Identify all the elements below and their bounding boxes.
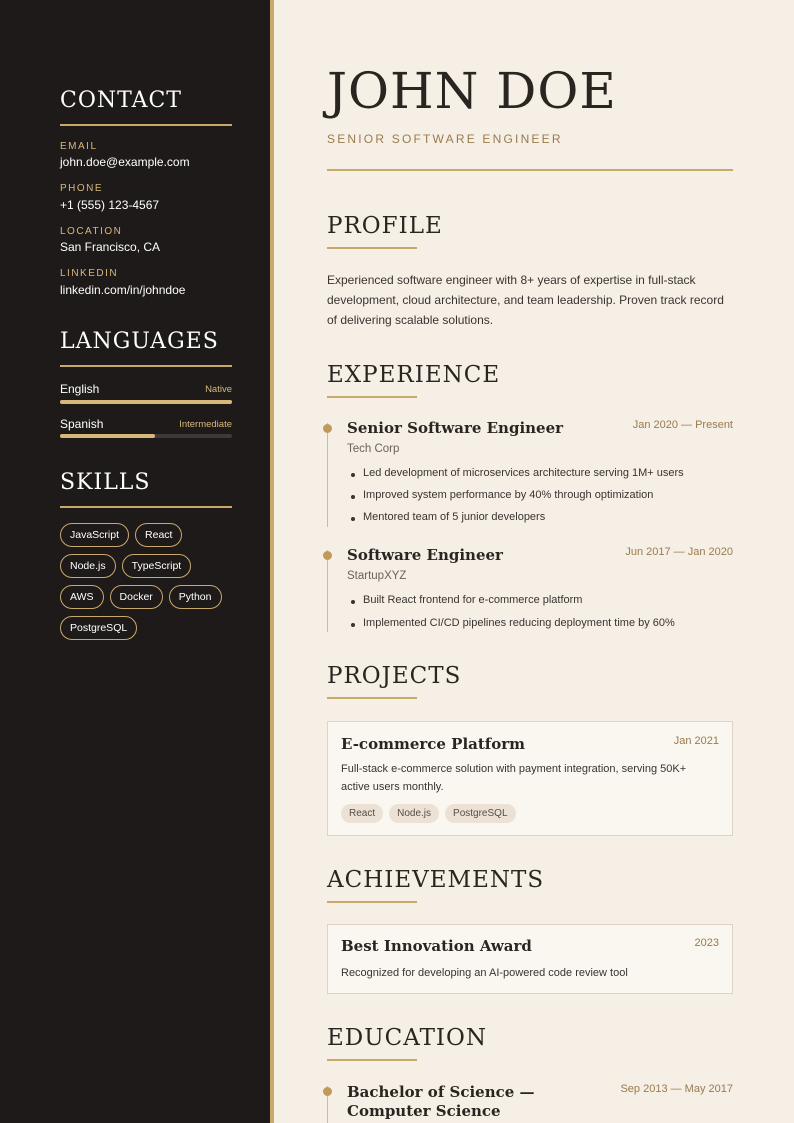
language-bar-english	[60, 400, 232, 404]
location-label: LOCATION	[60, 226, 123, 237]
project-date: Jan 2021	[673, 735, 719, 747]
candidate-title: SENIOR SOFTWARE ENGINEER	[327, 132, 563, 146]
profile-underline	[327, 247, 417, 249]
sidebar-accent-rule	[270, 0, 274, 1123]
profile-text: Experienced software engineer with 8+ years of expertise in full-stack development, cloud architecture, and team leadership. Proven track record of delivering scalable solutions.	[327, 273, 724, 327]
skill-tag: Node.js	[60, 554, 116, 578]
sidebar	[0, 0, 270, 1123]
language-fill-english	[60, 400, 232, 404]
skill-tag: Docker	[110, 585, 163, 609]
achievement-title: Best Innovation Award	[341, 937, 532, 955]
experience-underline	[327, 396, 417, 398]
job-company: StartupXYZ	[347, 570, 407, 582]
profile-heading: PROFILE	[327, 213, 443, 239]
skills-divider	[60, 506, 232, 508]
job-company: Tech Corp	[347, 443, 400, 455]
education-degree: Bachelor of Science — Computer Science	[347, 1083, 535, 1120]
project-title: E-commerce Platform	[341, 735, 526, 753]
skill-tag: AWS	[60, 585, 104, 609]
tech-tag: PostgreSQL	[445, 804, 515, 823]
language-bar-spanish	[60, 434, 232, 438]
languages-heading: LANGUAGES	[60, 329, 219, 354]
timeline-dot	[323, 424, 332, 433]
project-tags	[341, 804, 516, 823]
achievements-heading: ACHIEVEMENTS	[327, 867, 545, 893]
contact-divider	[60, 124, 232, 126]
language-level-english: Native	[205, 384, 232, 395]
email-link[interactable]: john.doe@example.com	[60, 155, 190, 169]
timeline-line	[327, 423, 328, 527]
header-divider	[327, 169, 733, 171]
skills-heading: SKILLS	[60, 470, 151, 495]
skill-tag: React	[135, 523, 182, 547]
language-fill-spanish	[60, 434, 155, 438]
job-dates: Jan 2020 — Present	[632, 419, 733, 431]
project-description: Full-stack e-commerce solution with payment integration, serving 50K+ active users monthly.	[341, 763, 687, 793]
achievement-card	[327, 924, 733, 994]
achievement-year: 2023	[694, 937, 719, 949]
experience-heading: EXPERIENCE	[327, 362, 501, 388]
job-bullet: Improved system performance by 40% through optimization	[363, 489, 654, 501]
languages-divider	[60, 365, 232, 367]
education-heading: EDUCATION	[327, 1025, 487, 1051]
job-title: Senior Software Engineer	[347, 419, 564, 437]
language-name-english: English	[60, 382, 100, 396]
timeline-dot	[323, 551, 332, 560]
skill-tag: TypeScript	[122, 554, 192, 578]
candidate-name: JOHN DOE	[327, 62, 617, 120]
linkedin-link[interactable]: linkedin.com/in/johndoe	[60, 283, 186, 297]
projects-underline	[327, 697, 417, 699]
tech-tag: React	[341, 804, 383, 823]
linkedin-label: LINKEDIN	[60, 268, 119, 279]
education-dates: Sep 2013 — May 2017	[620, 1083, 733, 1095]
job-bullet: Implemented CI/CD pipelines reducing deployment time by 60%	[363, 617, 675, 629]
phone-label: PHONE	[60, 183, 104, 194]
achievements-underline	[327, 901, 417, 903]
projects-heading: PROJECTS	[327, 663, 462, 689]
education-underline	[327, 1059, 417, 1061]
language-level-spanish: Intermediate	[179, 419, 232, 430]
job-bullet: Built React frontend for e-commerce platform	[363, 594, 583, 606]
phone-link[interactable]: +1 (555) 123-4567	[60, 198, 160, 212]
timeline-dot	[323, 1087, 332, 1096]
email-label: EMAIL	[60, 141, 98, 152]
tech-tag: Node.js	[389, 804, 439, 823]
job-title: Software Engineer	[347, 546, 503, 564]
language-name-spanish: Spanish	[60, 417, 104, 431]
contact-heading: CONTACT	[60, 88, 182, 113]
skill-tag: JavaScript	[60, 523, 129, 547]
timeline-line	[327, 550, 328, 632]
project-card	[327, 721, 733, 836]
job-dates: Jun 2017 — Jan 2020	[625, 546, 733, 558]
location-value: San Francisco, CA	[60, 240, 161, 254]
job-bullet: Led development of microservices architecture serving 1M+ users	[363, 467, 684, 479]
skill-tag: Python	[169, 585, 222, 609]
skills-list	[60, 523, 235, 640]
skill-tag: PostgreSQL	[60, 616, 137, 640]
achievement-description: Recognized for developing an AI-powered code review tool	[341, 967, 628, 979]
job-bullet: Mentored team of 5 junior developers	[363, 511, 546, 523]
